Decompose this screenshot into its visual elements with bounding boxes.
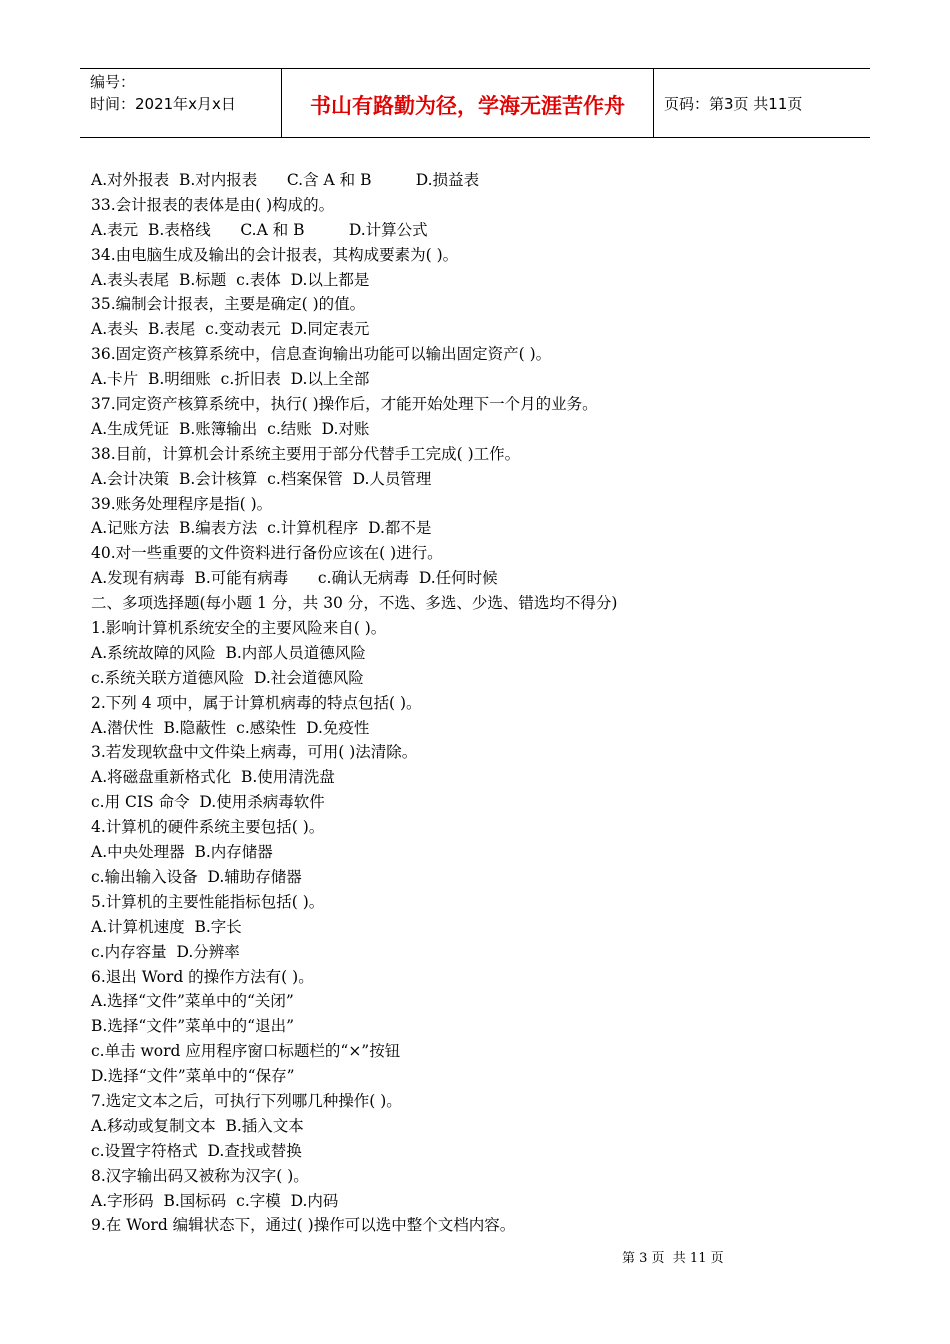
text-line: 37.同定资产核算系统中，执行( )操作后，才能开始处理下一个月的业务。 [91,395,598,414]
text-line: c.用 CIS 命令 D.使用杀病毒软件 [91,793,325,812]
text-line: A.移动或复制文本 B.插入文本 [91,1116,304,1135]
page-footer: 第 3 页 共 11 页 [622,1251,724,1266]
text-line: 33.会计报表的表体是由( )构成的。 [91,195,335,214]
text-line: A.字形码 B.国标码 c.字模 D.内码 [91,1191,339,1210]
text-line: 1.影响计算机系统安全的主要风险来自( )。 [91,619,387,638]
page-header [80,68,870,138]
text-line: A.表元 B.表格线 C.A 和 B D.计算公式 [91,220,428,239]
text-line: A.计算机速度 B.字长 [91,917,242,936]
text-line: c.单击 word 应用程序窗口标题栏的“×”按钮 [91,1042,401,1061]
text-line: 38.目前，计算机会计系统主要用于部分代替手工完成( )工作。 [91,444,521,463]
text-line: 2.下列 4 项中，属于计算机病毒的特点包括( )。 [91,693,422,712]
text-line: 8.汉字输出码又被称为汉字( )。 [91,1166,309,1185]
text-line: A.表头表尾 B.标题 c.表体 D.以上都是 [91,270,370,289]
text-line: 6.退出 Word 的操作方法有( )。 [91,967,314,986]
text-line: A.会计决策 B.会计核算 c.档案保管 D.人员管理 [91,469,432,488]
text-line: c.系统关联方道德风险 D.社会道德风险 [91,668,364,687]
text-line: 3.若发现软盘中文件染上病毒，可用( )法清除。 [91,743,418,762]
text-line: 40.对一些重要的文件资料进行备份应该在( )进行。 [91,544,443,563]
text-line: A.卡片 B.明细账 c.折旧表 D.以上全部 [91,370,370,389]
text-line: c.输出输入设备 D.辅助存储器 [91,867,302,886]
header-motto: 书山有路勤为径，学海无涯苦作舟 [282,69,654,137]
text-line: A.对外报表 B.对内报表 C.含 A 和 B D.损益表 [91,171,480,189]
text-line: 9.在 Word 编辑状态下，通过( )操作可以选中整个文档内容。 [91,1216,516,1235]
text-line: 35.编制会计报表，主要是确定( )的值。 [91,295,366,314]
text-line: 39.账务处理程序是指( )。 [91,494,273,513]
text-line: A.选择“文件”菜单中的“关闭” [91,992,294,1011]
document-body [91,168,871,1238]
text-line: B.选择“文件”菜单中的“退出” [91,1017,295,1036]
text-line: A.生成凭证 B.账簿输出 c.结账 D.对账 [91,419,370,438]
header-meta [80,69,282,137]
text-line: A.将磁盘重新格式化 B.使用清洗盘 [91,768,335,787]
text-line: 5.计算机的主要性能指标包括( )。 [91,892,325,911]
text-line: D.选择“文件”菜单中的“保存” [91,1067,295,1086]
document-time-label: 时间：2021年x月x日 [90,95,236,113]
text-line: c.内存容量 D.分辨率 [91,942,240,961]
text-line: c.设置字符格式 D.查找或替换 [91,1141,302,1160]
text-line: A.中央处理器 B.内存储器 [91,843,273,862]
text-line: 7.选定文本之后，可执行下列哪几种操作( )。 [91,1091,402,1110]
text-line: 36.固定资产核算系统中，信息查询输出功能可以输出固定资产( )。 [91,345,552,364]
header-page-info: 页码：第3页 共11页 [664,94,803,113]
text-line: 34.由电脑生成及输出的会计报表，其构成要素为( )。 [91,245,459,264]
text-line: A.系统故障的风险 B.内部人员道德风险 [91,643,366,662]
text-line: A.记账方法 B.编表方法 c.计算机程序 D.都不是 [91,519,432,538]
text-line: A.发现有病毒 B.可能有病毒 c.确认无病毒 D.任何时候 [91,569,498,588]
document-number-label: 编号： [90,73,136,91]
section-heading: 二、多项选择题(每小题 1 分，共 30 分，不选、多选、少选、错选均不得分) [91,594,618,613]
text-line: 4.计算机的硬件系统主要包括( )。 [91,818,325,837]
text-line: A.表头 B.表尾 c.变动表元 D.同定表元 [91,320,370,339]
text-line: A.潜伏性 B.隐蔽性 c.感染性 D.免疫性 [91,718,370,737]
